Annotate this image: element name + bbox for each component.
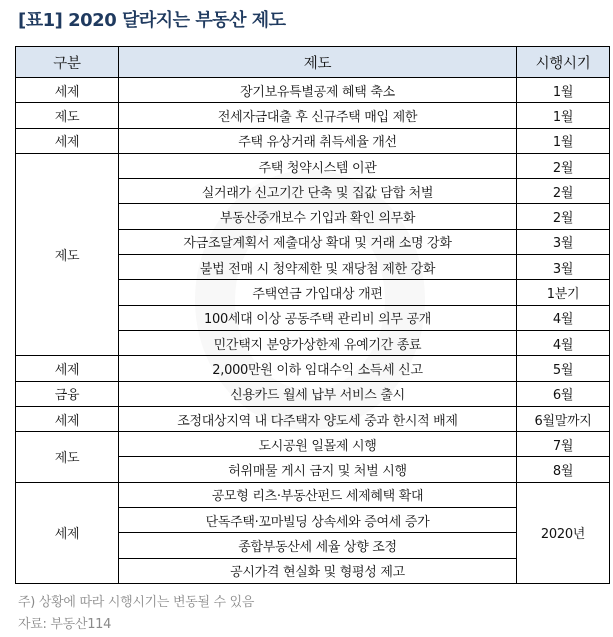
policy-cell: 공시가격 현실화 및 형평성 제고 — [119, 558, 517, 583]
timing-cell: 2월 — [517, 153, 610, 178]
policy-cell: 불법 전매 시 청약제한 및 재당첨 제한 강화 — [119, 255, 517, 280]
table-row — [16, 78, 610, 103]
policy-cell: 전세자금대출 후 신규주택 매입 제한 — [119, 103, 517, 128]
table-row — [16, 356, 610, 381]
category-cell: 세제 — [16, 128, 119, 153]
policy-cell: 2,000만원 이하 임대수익 소득세 신고 — [119, 356, 517, 381]
header-timing: 시행시기 — [517, 47, 610, 78]
category-cell: 세제 — [16, 482, 119, 583]
timing-cell: 6월말까지 — [517, 406, 610, 431]
timing-cell: 7월 — [517, 432, 610, 457]
timing-cell: 4월 — [517, 305, 610, 330]
timing-cell: 1분기 — [517, 280, 610, 305]
timing-cell: 5월 — [517, 356, 610, 381]
timing-cell: 8월 — [517, 457, 610, 482]
timing-cell: 1월 — [517, 78, 610, 103]
policy-cell: 실거래가 신고기간 단축 및 집값 담합 처벌 — [119, 179, 517, 204]
timing-cell: 2월 — [517, 179, 610, 204]
policy-cell: 부동산중개보수 기입과 확인 의무화 — [119, 204, 517, 229]
category-cell: 제도 — [16, 153, 119, 355]
policy-cell: 주택연금 가입대상 개편 — [119, 280, 517, 305]
table-row — [16, 381, 610, 406]
page-title: [표1] 2020 달라지는 부동산 제도 — [18, 10, 286, 31]
timing-cell: 2월 — [517, 204, 610, 229]
timing-cell: 6월 — [517, 381, 610, 406]
table-row — [16, 406, 610, 431]
category-cell: 세제 — [16, 406, 119, 431]
policy-cell: 신용카드 월세 납부 서비스 출시 — [119, 381, 517, 406]
policy-cell: 종합부동산세 세율 상향 조정 — [119, 533, 517, 558]
category-cell: 제도 — [16, 432, 119, 483]
policy-cell: 조정대상지역 내 다주택자 양도세 중과 한시적 배제 — [119, 406, 517, 431]
table-row — [16, 482, 610, 507]
policy-cell: 단독주택·꼬마빌딩 상속세와 증여세 증가 — [119, 508, 517, 533]
table-row — [16, 432, 610, 457]
footnote: 주) 상황에 따라 시행시기는 변동될 수 있음 — [18, 595, 255, 610]
policy-cell: 허위매물 게시 금지 및 처벌 시행 — [119, 457, 517, 482]
category-cell: 금융 — [16, 381, 119, 406]
timing-cell: 3월 — [517, 229, 610, 254]
table-row — [16, 128, 610, 153]
policy-cell: 도시공원 일몰제 시행 — [119, 432, 517, 457]
policy-cell: 민간택지 분양가상한제 유예기간 종료 — [119, 330, 517, 355]
timing-cell: 3월 — [517, 255, 610, 280]
timing-cell: 1월 — [517, 103, 610, 128]
timing-cell: 2020년 — [517, 482, 610, 583]
timing-cell: 4월 — [517, 330, 610, 355]
header-category: 구분 — [16, 47, 119, 78]
policy-cell: 자금조달계획서 제출대상 확대 및 거래 소명 강화 — [119, 229, 517, 254]
policy-cell: 주택 청약시스템 이관 — [119, 153, 517, 178]
policy-cell: 공모형 리츠·부동산펀드 세제혜택 확대 — [119, 482, 517, 507]
policy-cell: 주택 유상거래 취득세율 개선 — [119, 128, 517, 153]
source-note: 자료: 부동산114 — [18, 617, 112, 632]
table-header-row — [16, 47, 610, 78]
table-row — [16, 103, 610, 128]
policy-cell: 장기보유특별공제 혜택 축소 — [119, 78, 517, 103]
timing-cell: 1월 — [517, 128, 610, 153]
header-policy: 제도 — [119, 47, 517, 78]
policy-cell: 100세대 이상 공동주택 관리비 의무 공개 — [119, 305, 517, 330]
category-cell: 제도 — [16, 103, 119, 128]
category-cell: 세제 — [16, 356, 119, 381]
category-cell: 세제 — [16, 78, 119, 103]
table-row — [16, 153, 610, 178]
policy-table — [15, 46, 610, 584]
